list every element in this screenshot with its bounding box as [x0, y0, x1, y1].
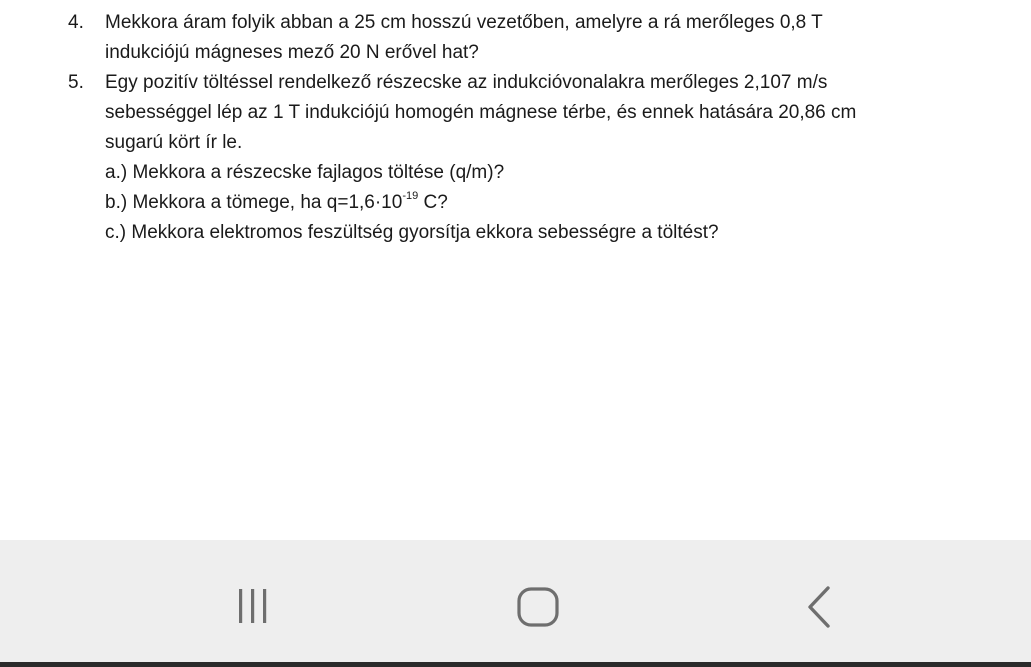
- back-button[interactable]: [784, 576, 856, 638]
- sub-question-b: [105, 188, 948, 218]
- home-icon: [502, 576, 574, 638]
- screen-bottom-edge: [0, 662, 1031, 667]
- sub-question-b-text: b.) Mekkora a tömege, ha q=1,6·10: [105, 192, 403, 213]
- recent-apps-icon: [220, 576, 292, 638]
- exponent: -19: [402, 189, 419, 202]
- problem-line: Egy pozitív töltéssel rendelkező részecske az indukcióvonalakra merőleges 2,107 m/s: [105, 72, 828, 93]
- problem-number: 5.: [68, 72, 84, 93]
- navigation-bar: [0, 540, 1031, 662]
- problem-line: sugarú kört ír le.: [105, 132, 243, 153]
- problem-4: [68, 8, 948, 68]
- sub-question-c: c.) Mekkora elektromos feszültség gyorsítja ekkora sebességre a töltést?: [105, 222, 719, 243]
- sub-question-a: a.) Mekkora a részecske fajlagos töltése (q/m)?: [105, 162, 505, 183]
- problem-text: [105, 68, 948, 248]
- problem-number: 4.: [68, 12, 84, 33]
- home-button[interactable]: [502, 576, 574, 638]
- problem-line: indukciójú mágneses mező 20 N erővel hat?: [105, 42, 479, 63]
- sub-question-b-unit: C?: [418, 192, 448, 213]
- problem-line: sebességgel lép az 1 T indukciójú homogén mágnese térbe, és ennek hatására 20,86 cm: [105, 102, 857, 123]
- back-icon: [784, 576, 856, 638]
- recent-apps-button[interactable]: [220, 576, 292, 638]
- problem-5: [68, 68, 948, 248]
- problem-line: Mekkora áram folyik abban a 25 cm hosszú vezetőben, amelyre a rá merőleges 0,8 T: [105, 12, 823, 33]
- problem-text: [105, 8, 948, 68]
